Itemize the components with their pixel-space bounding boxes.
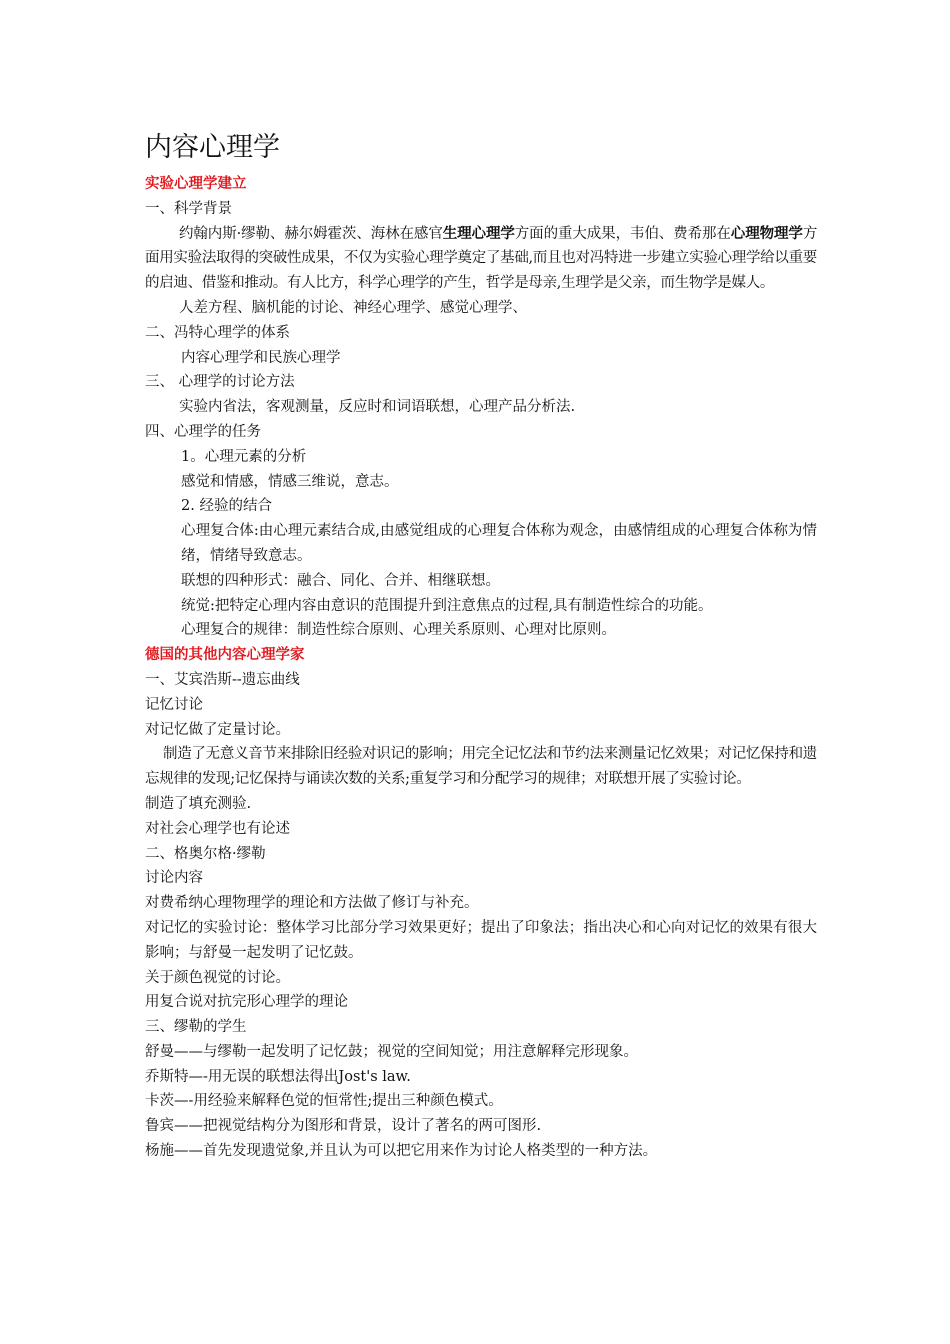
task-item-2-complex: 心理复合体:由心理元素结合成,由感觉组成的心理复合体称为观念，由感情组成的心理复合体称为情绪，情绪导致意志。 (181, 523, 817, 564)
paragraph-content-psychology: 内容心理学和民族心理学 (181, 349, 341, 366)
subheading-gemuller: 二、格奥尔格·缪勒 (145, 845, 266, 862)
gemuller-line-2: 对费希纳心理物理学的理论和方法做了修订与补充。 (145, 895, 479, 912)
gemuller-line-1: 讨论内容 (145, 870, 203, 887)
gemuller-paragraph: 对记忆的实验讨论：整体学习比部分学习效果更好；提出了印象法；指出决心和心向对记忆的效果有很大影响；与舒曼一起发明了记忆鼓。 (145, 919, 817, 961)
task-item-2: 2. 经验的结合 (181, 498, 272, 515)
task-item-1: 1。心理元素的分析 (181, 448, 307, 465)
paragraph-background (145, 222, 817, 296)
task-item-1-body: 感觉和情感，情感三维说，意志。 (181, 473, 399, 490)
ebbinghaus-line-2: 对记忆做了定量讨论。 (145, 721, 290, 738)
subheading-muller-students: 三、缪勒的学生 (145, 1019, 247, 1036)
ebbinghaus-line-3: 制造了填充测验. (145, 795, 252, 812)
bold-term-physiological-psychology: 生理心理学 (442, 224, 515, 242)
paragraph-text: 方面用实验法取得的突破性成果，不仅为实验心理学奠定了基础,而且也对冯特进一步建立实验心理学给以重要的启迪、借鉴和推动。有人比方，科学心理学的产生，哲学是母亲,生理学是父亲，而生物学是媒人。 (145, 225, 818, 292)
student-jaensch: 杨施——首先发现遗觉象,并且认为可以把它用来作为讨论人格类型的一种方法。 (145, 1143, 658, 1160)
paragraph-topics: 人差方程、脑机能的讨论、神经心理学、感觉心理学、 (179, 299, 527, 316)
task-item-2-apperception: 统觉:把特定心理内容由意识的范围提升到注意焦点的过程,具有制造性综合的功能。 (181, 597, 713, 614)
ebbinghaus-line-4: 对社会心理学也有论述 (145, 820, 290, 837)
gemuller-line-4: 用复合说对抗完形心理学的理论 (145, 994, 348, 1011)
subheading-science-background: 一、科学背景 (145, 200, 232, 217)
student-jost: 乔斯特—-用无误的联想法得出Jost's law. (145, 1068, 411, 1085)
ebbinghaus-line-1: 记忆讨论 (145, 696, 203, 713)
student-schumann: 舒曼——与缪勒一起发明了记忆鼓；视觉的空间知觉；用注意解释完形现象。 (145, 1043, 638, 1060)
subheading-wundt-system: 二、冯特心理学的体系 (145, 324, 290, 341)
paragraph-methods: 实验内省法，客观测量，反应时和词语联想，心理产品分析法. (179, 399, 576, 416)
section-heading-german-psychologists: 德国的其他内容心理学家 (145, 646, 305, 664)
subheading-tasks: 四、心理学的任务 (145, 423, 261, 440)
subheading-ebbinghaus: 一、艾宾浩斯--遗忘曲线 (145, 671, 300, 688)
paragraph-text: 约翰内斯·缪勒、赫尔姆霍茨、海林在感官 (179, 225, 443, 242)
gemuller-line-3: 关于颜色视觉的讨论。 (145, 969, 290, 986)
subheading-methods: 三、 心理学的讨论方法 (145, 374, 295, 391)
task-item-2-laws: 心理复合的规律：制造性综合原则、心理关系原则、心理对比原则。 (181, 622, 616, 639)
ebbinghaus-paragraph: 制造了无意义音节来排除旧经验对识记的影响；用完全记忆法和节约法来测量记忆效果；对记忆保持和遗忘规律的发现;记忆保持与诵读次数的关系;重复学习和分配学习的规律；对联想开展了实验讨论。 (145, 746, 817, 788)
student-katz: 卡茨—-用经验来解释色觉的恒常性;提出三种颜色模式。 (145, 1093, 503, 1110)
document-title: 内容心理学 (145, 132, 280, 163)
paragraph-text: 方面的重大成果，韦伯、费希那在 (514, 225, 731, 242)
student-rubin: 鲁宾——把视觉结构分为图形和背景，设计了著名的两可图形. (145, 1118, 542, 1135)
bold-term-psychophysics: 心理物理学 (730, 224, 803, 242)
document-page (145, 128, 817, 1164)
section-heading-experimental: 实验心理学建立 (145, 175, 247, 192)
task-item-2-association: 联想的四种形式：融合、同化、合并、相继联想。 (181, 572, 500, 589)
